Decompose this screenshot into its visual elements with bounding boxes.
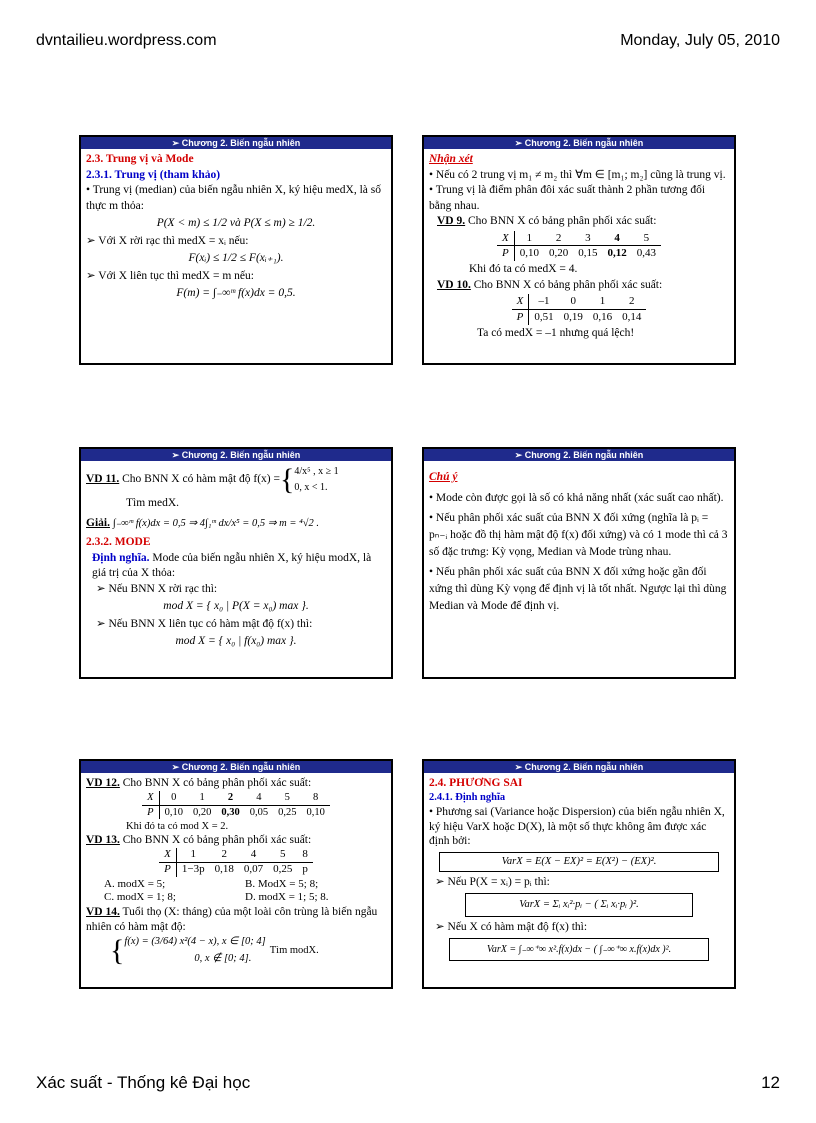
formula: P(X < m) ≤ 1/2 và P(X ≤ m) ≥ 1/2.: [156, 217, 316, 230]
page-number: 12: [761, 1073, 780, 1092]
formula: mod X = { x₀ | P(X = x₀) max }.: [163, 600, 309, 613]
slide-title: ➢ Chương 2. Biến ngẫu nhiên: [424, 449, 734, 461]
bullet-text: ➢ Nếu BNN X rời rạc thì:: [96, 582, 218, 595]
example-text: Cho BNN X có hàm mật độ f(x) =: [119, 473, 280, 486]
example-text: Cho BNN X có bảng phân phối xác suất:: [470, 278, 663, 291]
formula: F(xᵢ) ≤ 1/2 ≤ F(xᵢ₊₁).: [188, 252, 284, 265]
distribution-table: X 1 2 3 4 5 P 0,10 0,20 0,15 0,12 0,43: [497, 231, 661, 262]
header-site: dvntailieu.wordpress.com: [36, 32, 217, 49]
section-heading: 2.4. PHƯƠNG SAI: [429, 777, 523, 789]
bullet-text: ➢ Nếu P(X = xᵢ) = pᵢ thì:: [435, 876, 550, 889]
bullet-text: ➢ Nếu BNN X liên tục có hàm mật độ f(x) thì:: [96, 617, 313, 630]
slide-mode: ➢ Chương 2. Biến ngẫu nhiên VD 11. Cho BNN X có hàm mật độ f(x) = { 4/x⁵ , x ≥ 1 0, x < 1. Tìm medX. Giải. ∫₋∞ᵐ f(x)dx = 0,5 ⇒ 4∫₁ᵐ dx/x⁵ = 0,5 ⇒ m = ⁴√2 . 2.3.2. MODE Định nghĩa. Mode của biến ngẫu nhiên X, ký hiệu modX, là giá trị của X thỏa: ➢ Nếu BNN X rời rạc thì: mod X = { x₀ | P(X = x₀) max }. ➢ Nếu BNN X liên tục có hàm mật độ f(x) thì: mod X = { x₀ | f(x₀) max }.: [79, 447, 393, 679]
answer-option-c: C. modX = 1; 8;: [104, 891, 176, 904]
slide-title: ➢ Chương 2. Biến ngẫu nhiên: [81, 449, 391, 461]
definition-text: Mode của biến ngẫu nhiên X, ký hiệu modX, là giá trị của X thỏa:: [92, 551, 372, 580]
slide-mode-examples: ➢ Chương 2. Biến ngẫu nhiên VD 12. Cho BNN X có bảng phân phối xác suất: X 0 1 2 4 5 8 P 0,10 0,20 0,30 0,05 0,25 0,10 Khi đó ta có mod X = 2. VD 13. Cho BNN X có bảng phân phối xác suất: X 1 2 4 5 8 P 1−3p 0,18 0,07 0,25 p A. modX = 5; B. ModX = 5; 8; C. modX = 1; 8; D. modX = 1; 5; 8. VD 14. Tuổi thọ (X: tháng) của một loài côn trùng là biến ngẫu nhiên có hàm mật độ: { f(x) = (3/64) x²(4 − x), x ∈ [0; 4] 0, x ∉ [0; 4]. Tìm modX.: [79, 759, 393, 989]
slide-median-remarks: [422, 135, 736, 365]
definition-text: • Trung vị (median) của biến ngẫu nhiên X, ký hiệu medX, là số thực m thỏa:: [86, 184, 381, 212]
bullet-text: ➢ Nếu X có hàm mật độ f(x) thì:: [435, 920, 588, 933]
answer-option-b: B. ModX = 5; 8;: [245, 877, 319, 890]
formula-box: VarX = ∫₋∞⁺∞ x².f(x)dx − ( ∫₋∞⁺∞ x.f(x)dx )².: [449, 938, 709, 961]
example-label: VD 14.: [86, 906, 120, 919]
subsection-heading: 2.4.1. Định nghĩa: [429, 791, 506, 803]
definition-text: • Phương sai (Variance hoặc Dispersion) của biến ngẫu nhiên X, ký hiệu VarX hoặc D(X), là một số thực không âm được xác định bởi:: [429, 805, 725, 848]
example-label: VD 13.: [86, 833, 120, 846]
bullet-text: • Trung vị là điểm phân đôi xác suất thành 2 phần tương đối bằng nhau.: [429, 184, 706, 212]
piecewise-case: 4/x⁵ , x ≥ 1: [294, 466, 339, 477]
bullet-text: ➢ Với X liên tục thì medX = m nếu:: [86, 269, 254, 282]
header-date: Monday, July 05, 2010: [620, 32, 780, 49]
solution-label: Giải.: [86, 516, 110, 529]
formula: mod X = { x₀ | f(x₀) max }.: [175, 635, 297, 648]
example-label: VD 9.: [437, 215, 466, 228]
piecewise-case: f(x) = (3/64) x²(4 − x), x ∈ [0; 4]: [124, 935, 266, 947]
formula-box: VarX = E(X − EX)² = E(X²) − (EX)².: [439, 852, 719, 872]
footer-title: Xác suất - Thống kê Đại học: [36, 1073, 251, 1092]
answer-option-a: A. modX = 5;: [104, 877, 166, 890]
section-heading: 2.3.2. MODE: [86, 536, 151, 549]
bullet-text: • Nếu phân phối xác suất của BNN X đối xứng hoặc gần đối xứng thì dùng Kỳ vọng để định vị là tốt nhất. Ngược lại thì dùng Median và Mode để định vị.: [429, 566, 727, 612]
slide-title: ➢ Chương 2. Biến ngẫu nhiên: [81, 137, 391, 149]
slide-title: ➢ Chương 2. Biến ngẫu nhiên: [424, 761, 734, 773]
slide-mode-notes: [422, 447, 736, 679]
example-label: VD 12.: [86, 777, 120, 789]
answer-option-d: D. modX = 1; 5; 8.: [245, 891, 329, 904]
bullet-text: • Mode còn được gọi là số có khả năng nhất (xác suất cao nhất).: [429, 491, 724, 504]
example-text: Cho BNN X có bảng phân phối xác suất:: [119, 777, 312, 789]
example-text: Cho BNN X có bảng phân phối xác suất:: [465, 215, 657, 228]
slide-variance: [422, 759, 736, 989]
bullet-text: ➢ Với X rời rạc thì medX = xᵢ nếu:: [86, 234, 249, 247]
piecewise-case: 0, x ∉ [0; 4].: [194, 952, 252, 964]
example-label: VD 11.: [86, 473, 120, 486]
note-heading: Chú ý: [429, 471, 458, 483]
formula: F(m) = ∫₋∞ᵐ f(x)dx = 0,5.: [176, 287, 296, 300]
bullet-text: • Nếu có 2 trung vị m₁ ≠ m₂ thì ∀m ∈ [m₁; m₂] cũng là trung vị.: [429, 168, 726, 181]
slide-title: ➢ Chương 2. Biến ngẫu nhiên: [81, 761, 391, 773]
piecewise-case: 0, x < 1.: [294, 482, 328, 493]
example-conclusion: Khi đó ta có medX = 4.: [469, 263, 578, 276]
bullet-text: • Nếu phân phối xác suất của BNN X đối xứng (nghĩa là pᵢ = pₙ₋ᵢ hoặc đồ thị hàm mật độ f(x) đối xứng) và có 1 mode thì cả 3 số đặc trưng: Kỳ vọng, Median và Mode trùng nhau.: [429, 512, 728, 558]
section-heading: 2.3. Trung vị và Mode: [86, 153, 194, 165]
distribution-table: X 0 1 2 4 5 8 P 0,10 0,20 0,30 0,05 0,25 0,10: [142, 791, 330, 818]
distribution-table: X 1 2 4 5 8 P 1−3p 0,18 0,07 0,25 p: [159, 848, 313, 877]
example-text: Tuổi thọ (X: tháng) của một loài côn trùng là biến ngẫu nhiên có hàm mật độ:: [86, 906, 378, 933]
example-task: Tìm medX.: [126, 497, 180, 509]
example-label: VD 10.: [437, 278, 471, 291]
example-conclusion: Ta có medX = –1 nhưng quá lệch!: [477, 326, 635, 339]
slide-median: [79, 135, 393, 365]
subsection-heading: 2.3.1. Trung vị (tham khảo): [86, 168, 221, 181]
remark-heading: Nhận xét: [429, 153, 473, 165]
slide-title: ➢ Chương 2. Biến ngẫu nhiên: [424, 137, 734, 149]
example-task: Tìm modX.: [269, 945, 319, 957]
formula-box: VarX = Σᵢ xᵢ²·pᵢ − ( Σᵢ xᵢ·pᵢ )².: [465, 893, 693, 917]
distribution-table: X –1 0 1 2 P 0,51 0,19 0,16 0,14: [512, 294, 647, 325]
solution-formula: ∫₋∞ᵐ f(x)dx = 0,5 ⇒ 4∫₁ᵐ dx/x⁵ = 0,5 ⇒ m = ⁴√2 .: [112, 517, 319, 529]
example-text: Cho BNN X có bảng phân phối xác suất:: [119, 833, 312, 846]
example-conclusion: Khi đó ta có mod X = 2.: [126, 820, 229, 832]
definition-label: Định nghĩa.: [92, 551, 150, 564]
